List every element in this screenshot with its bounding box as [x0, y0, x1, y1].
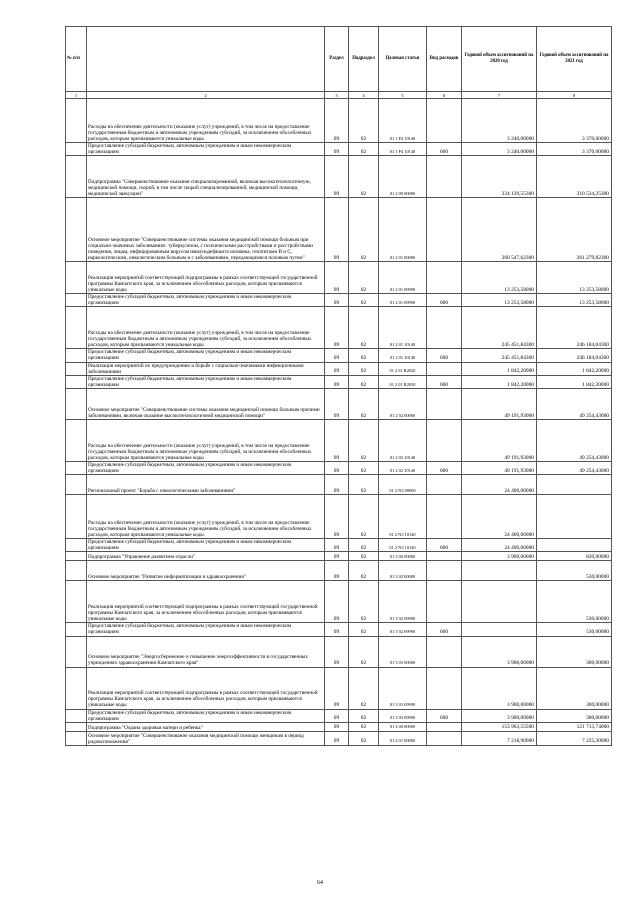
- col-number: 2: [87, 92, 325, 99]
- row-2020-cell: 13 253,58000: [462, 294, 537, 307]
- row-2020-cell: 245 451,84300: [462, 349, 537, 362]
- row-2021-cell: 246 184,04300: [537, 307, 612, 349]
- row-2021-cell: 49 254,43000: [537, 419, 612, 461]
- row-razdel-cell: 09: [325, 99, 349, 143]
- header-2020: Годовой объем ассигнований на 2020 год: [462, 27, 537, 92]
- table-row: [66, 143, 612, 156]
- row-2020-cell: 3 900,00000: [462, 636, 537, 667]
- row-2021-cell: 121 713,74000: [537, 722, 612, 731]
- row-2020-cell: [462, 581, 537, 623]
- table-row: [66, 722, 612, 731]
- table-row: [66, 198, 612, 262]
- row-2020-cell: 24 400,00000: [462, 475, 537, 495]
- row-expense-type-cell: [427, 362, 462, 375]
- row-2021-cell: 13 253,58000: [537, 262, 612, 294]
- row-expense-type-cell: [427, 262, 462, 294]
- row-razdel-cell: 09: [325, 552, 349, 561]
- row-podrazdel-cell: 02: [349, 262, 379, 294]
- row-name-cell: Реализация мероприятий по предупреждению и борьбе с социально-значимыми инфекционными заболеваниями: [87, 362, 325, 375]
- row-number-cell: [66, 419, 87, 461]
- row-expense-type-cell: 600: [427, 539, 462, 552]
- row-name-cell: Расходы на обеспечение деятельности (оказание услуг) учреждений, в том числе на предоставление государственным бюджетным и автономным учреждениям субсидий, за исключением обособленных расходов, которым присваиваются уникальные коды: [87, 99, 325, 143]
- row-razdel-cell: 09: [325, 307, 349, 349]
- row-name-cell: Реализация мероприятий соответствующей подпрограммы в рамках соответствующей государственной программы Камчатского края, за исключением обособленных расходов, которым присваиваются уникальные коды: [87, 581, 325, 623]
- row-razdel-cell: 09: [325, 495, 349, 539]
- header-name: [87, 27, 325, 92]
- row-razdel-cell: 09: [325, 722, 349, 731]
- row-target-article-cell: 01 2 N3 00000: [379, 475, 427, 495]
- table-row: [66, 307, 612, 349]
- row-podrazdel-cell: 02: [349, 552, 379, 561]
- row-razdel-cell: 09: [325, 731, 349, 745]
- row-number-cell: [66, 667, 87, 709]
- header-razdel: Раздел: [325, 27, 349, 92]
- row-2021-cell: 49 254,43000: [537, 461, 612, 474]
- row-target-article-cell: 01 1 Р4 10140: [379, 143, 427, 156]
- row-target-article-cell: 01 2 N3 10140: [379, 495, 427, 539]
- row-razdel-cell: 09: [325, 388, 349, 419]
- row-podrazdel-cell: 02: [349, 419, 379, 461]
- header-2021: Годовой объем ассигнований на 2021 год: [537, 27, 612, 92]
- table-row: [66, 294, 612, 307]
- row-expense-type-cell: [427, 581, 462, 623]
- row-name-cell: Предоставление субсидий бюджетным, автономным учреждениям и иным некоммерческим организациям: [87, 294, 325, 307]
- row-target-article-cell: 01 2 01 09990: [379, 294, 427, 307]
- row-expense-type-cell: [427, 636, 462, 667]
- row-2021-cell: 1 842,20000: [537, 375, 612, 388]
- table-row: [66, 156, 612, 198]
- row-target-article-cell: 01 3 03 09990: [379, 667, 427, 709]
- row-podrazdel-cell: 02: [349, 349, 379, 362]
- row-number-cell: [66, 552, 87, 561]
- row-expense-type-cell: [427, 99, 462, 143]
- row-podrazdel-cell: 02: [349, 294, 379, 307]
- row-razdel-cell: 09: [325, 581, 349, 623]
- header-expense-type: Вид расходов: [427, 27, 462, 92]
- row-number-cell: [66, 731, 87, 745]
- row-2021-cell: 246 184,04300: [537, 349, 612, 362]
- row-expense-type-cell: [427, 731, 462, 745]
- table-row: [66, 623, 612, 636]
- row-razdel-cell: 09: [325, 561, 349, 581]
- row-2021-cell: [537, 475, 612, 495]
- row-2021-cell: 3 370,00000: [537, 99, 612, 143]
- row-2020-cell: [462, 623, 537, 636]
- row-2020-cell: 49 191,93000: [462, 461, 537, 474]
- row-2020-cell: 260 547,62300: [462, 198, 537, 262]
- row-2021-cell: 3 370,00000: [537, 143, 612, 156]
- row-razdel-cell: 09: [325, 419, 349, 461]
- row-target-article-cell: 01 2 01 10140: [379, 307, 427, 349]
- col-number: 6: [427, 92, 462, 99]
- header-podrazdel: Подраздел: [349, 27, 379, 92]
- table-row: [66, 539, 612, 552]
- row-2020-cell: 153 963,55500: [462, 722, 537, 731]
- row-name-cell: Расходы на обеспечение деятельности (оказание услуг) учреждений, в том числе на предоставление государственным бюджетным и автономным учреждениям субсидий, за исключением обособленных расходов, которым присваиваются уникальные коды: [87, 495, 325, 539]
- table-row: [66, 388, 612, 419]
- row-expense-type-cell: [427, 475, 462, 495]
- row-2020-cell: 3 900,00000: [462, 552, 537, 561]
- row-number-cell: [66, 156, 87, 198]
- row-2021-cell: 530,00000: [537, 581, 612, 623]
- row-2020-cell: [462, 561, 537, 581]
- row-razdel-cell: 09: [325, 709, 349, 722]
- row-razdel-cell: 09: [325, 198, 349, 262]
- row-name-cell: Предоставление субсидий бюджетным, автономным учреждениям и иным некоммерческим организациям: [87, 461, 325, 474]
- row-razdel-cell: 09: [325, 294, 349, 307]
- row-2020-cell: 1 842,20000: [462, 362, 537, 375]
- row-number-cell: [66, 99, 87, 143]
- row-expense-type-cell: [427, 561, 462, 581]
- table-row: [66, 495, 612, 539]
- col-number: 8: [537, 92, 612, 99]
- row-name-cell: Региональный проект "Борьба с онкологическими заболеваниями": [87, 475, 325, 495]
- table-row: [66, 731, 612, 745]
- row-2021-cell: [537, 495, 612, 539]
- row-name-cell: Подпрограмма "Управление развитием отрасли": [87, 552, 325, 561]
- row-target-article-cell: 01 4 01 00000: [379, 731, 427, 745]
- row-number-cell: [66, 722, 87, 731]
- row-target-article-cell: 01 4 00 00000: [379, 722, 427, 731]
- row-razdel-cell: 09: [325, 475, 349, 495]
- table-row: [66, 667, 612, 709]
- row-2020-cell: 3 240,00000: [462, 143, 537, 156]
- row-name-cell: Предоставление субсидий бюджетным, автономным учреждениям и иным некоммерческим организациям: [87, 623, 325, 636]
- row-podrazdel-cell: 02: [349, 667, 379, 709]
- row-expense-type-cell: 600: [427, 623, 462, 636]
- row-target-article-cell: 01 3 03 00000: [379, 636, 427, 667]
- row-name-cell: Предоставление субсидий бюджетным, автономным учреждениям и иным некоммерческим организациям: [87, 349, 325, 362]
- budget-table: [65, 26, 612, 746]
- row-2020-cell: 49 191,93000: [462, 419, 537, 461]
- row-razdel-cell: 09: [325, 636, 349, 667]
- row-target-article-cell: 01 3 02 09990: [379, 623, 427, 636]
- row-expense-type-cell: [427, 419, 462, 461]
- row-number-cell: [66, 198, 87, 262]
- row-razdel-cell: 09: [325, 262, 349, 294]
- row-name-cell: Предоставление субсидий бюджетным, автономным учреждениям и иным некоммерческим организациям: [87, 143, 325, 156]
- row-razdel-cell: 09: [325, 667, 349, 709]
- col-number: 4: [349, 92, 379, 99]
- row-number-cell: [66, 461, 87, 474]
- row-2020-cell: 3 240,00000: [462, 99, 537, 143]
- row-2020-cell: 334 139,55300: [462, 156, 537, 198]
- row-target-article-cell: 01 3 02 00000: [379, 561, 427, 581]
- row-2021-cell: 300,00000: [537, 709, 612, 722]
- row-target-article-cell: 01 2 N3 10140: [379, 539, 427, 552]
- row-target-article-cell: 01 2 00 00000: [379, 156, 427, 198]
- row-razdel-cell: 09: [325, 623, 349, 636]
- row-expense-type-cell: 600: [427, 375, 462, 388]
- row-2020-cell: 3 900,00000: [462, 667, 537, 709]
- row-expense-type-cell: [427, 552, 462, 561]
- row-podrazdel-cell: 02: [349, 475, 379, 495]
- row-expense-type-cell: 600: [427, 294, 462, 307]
- row-expense-type-cell: [427, 388, 462, 419]
- col-number: 3: [325, 92, 349, 99]
- row-name-cell: Реализация мероприятий соответствующей подпрограммы в рамках соответствующей государственной программы Камчатского края, за исключением обособленных расходов, которым присваиваются уникальные коды: [87, 262, 325, 294]
- row-name-cell: Реализация мероприятий соответствующей подпрограммы в рамках соответствующей государственной программы Камчатского края, за исключением обособленных расходов, которым присваиваются уникальные коды: [87, 667, 325, 709]
- row-number-cell: [66, 475, 87, 495]
- row-target-article-cell: 01 3 02 09990: [379, 581, 427, 623]
- row-2021-cell: 530,00000: [537, 561, 612, 581]
- row-razdel-cell: 09: [325, 156, 349, 198]
- row-expense-type-cell: 600: [427, 709, 462, 722]
- col-number: 5: [379, 92, 427, 99]
- row-2021-cell: 830,00000: [537, 552, 612, 561]
- row-expense-type-cell: 600: [427, 349, 462, 362]
- row-number-cell: [66, 375, 87, 388]
- row-expense-type-cell: [427, 198, 462, 262]
- row-expense-type-cell: [427, 156, 462, 198]
- row-podrazdel-cell: 02: [349, 362, 379, 375]
- row-podrazdel-cell: 02: [349, 636, 379, 667]
- row-target-article-cell: 01 1 Р4 10140: [379, 99, 427, 143]
- row-target-article-cell: 01 2 01 R2020: [379, 362, 427, 375]
- row-expense-type-cell: [427, 307, 462, 349]
- row-podrazdel-cell: 02: [349, 623, 379, 636]
- row-name-cell: Основное мероприятие "Совершенствование системы оказания медицинской помощи больным при социально-значимых заболеваниях: туберкулезом, с психическими расстройствами и расстройствами поведения, лицам, инфицированным вирусом иммунодефицита человека, гепатитами В и С, наркологическим, онкологическим больным и с заболеваниями, передающимися половым путем": [87, 198, 325, 262]
- row-2020-cell: 3 900,00000: [462, 709, 537, 722]
- row-razdel-cell: 09: [325, 461, 349, 474]
- table-row: [66, 581, 612, 623]
- header-row: [66, 27, 612, 92]
- row-name-cell: Основное мероприятие "Совершенствование системы оказания медицинской помощи больным прочими заболеваниями, включая оказание высокотехнологичной медицинской помощи": [87, 388, 325, 419]
- page-number: 64: [317, 880, 323, 886]
- row-2021-cell: 300,00000: [537, 636, 612, 667]
- row-podrazdel-cell: 02: [349, 495, 379, 539]
- row-2020-cell: 24 400,00000: [462, 539, 537, 552]
- row-expense-type-cell: [427, 495, 462, 539]
- row-name-cell: Подпрограмма "Охрана здоровья матери и ребенка": [87, 722, 325, 731]
- row-name-cell: Основное мероприятие "Совершенствование оказания медицинской помощи женщинам в период родовспоможения": [87, 731, 325, 745]
- table-row: [66, 349, 612, 362]
- header-num: № п/п: [66, 27, 87, 92]
- table-row: [66, 99, 612, 143]
- row-expense-type-cell: 600: [427, 461, 462, 474]
- column-numbers-row: [66, 92, 612, 99]
- row-razdel-cell: 09: [325, 539, 349, 552]
- table-row: [66, 461, 612, 474]
- row-name-cell: Расходы на обеспечение деятельности (оказание услуг) учреждений, в том числе на предоставление государственным бюджетным и автономным учреждениям субсидий, за исключением обособленных расходов, которым присваиваются уникальные коды: [87, 419, 325, 461]
- row-2020-cell: 24 400,00000: [462, 495, 537, 539]
- row-2021-cell: 300,00000: [537, 667, 612, 709]
- row-razdel-cell: 09: [325, 143, 349, 156]
- row-podrazdel-cell: 02: [349, 375, 379, 388]
- row-name-cell: Подпрограмма "Совершенствование оказания специализированной, включая высокотехнологичную, медицинской помощи, скорой, в том числе скорой специализированной, медицинской помощи, медицинской эвакуации": [87, 156, 325, 198]
- table-row: [66, 552, 612, 561]
- row-number-cell: [66, 623, 87, 636]
- row-2020-cell: 49 191,93000: [462, 388, 537, 419]
- row-podrazdel-cell: 02: [349, 143, 379, 156]
- table-row: [66, 561, 612, 581]
- row-number-cell: [66, 362, 87, 375]
- row-2020-cell: 245 451,84300: [462, 307, 537, 349]
- row-name-cell: Основное мероприятие "Энергосбережение и повышение энергоэффективности в государственных учреждениях здравоохранения Камчатского края": [87, 636, 325, 667]
- row-2021-cell: 261 279,82300: [537, 198, 612, 262]
- row-target-article-cell: 01 2 02 00000: [379, 388, 427, 419]
- row-expense-type-cell: 600: [427, 143, 462, 156]
- row-number-cell: [66, 262, 87, 294]
- row-name-cell: Расходы на обеспечение деятельности (оказание услуг) учреждений, в том числе на предоставление государственным бюджетным и автономным учреждениям субсидий, за исключением обособленных расходов, которым присваиваются уникальные коды: [87, 307, 325, 349]
- row-podrazdel-cell: 02: [349, 581, 379, 623]
- row-number-cell: [66, 636, 87, 667]
- row-number-cell: [66, 349, 87, 362]
- row-2021-cell: 1 842,20000: [537, 362, 612, 375]
- row-target-article-cell: 01 2 01 10140: [379, 349, 427, 362]
- row-podrazdel-cell: 02: [349, 731, 379, 745]
- table-row: [66, 419, 612, 461]
- row-number-cell: [66, 581, 87, 623]
- row-target-article-cell: 01 2 02 10140: [379, 419, 427, 461]
- row-number-cell: [66, 307, 87, 349]
- row-podrazdel-cell: 02: [349, 307, 379, 349]
- row-name-cell: Предоставление субсидий бюджетным, автономным учреждениям и иным некоммерческим организациям: [87, 375, 325, 388]
- row-podrazdel-cell: 02: [349, 156, 379, 198]
- row-razdel-cell: 09: [325, 349, 349, 362]
- row-number-cell: [66, 495, 87, 539]
- row-podrazdel-cell: 02: [349, 388, 379, 419]
- row-podrazdel-cell: 02: [349, 722, 379, 731]
- row-number-cell: [66, 561, 87, 581]
- table-row: [66, 362, 612, 375]
- col-number: 1: [66, 92, 87, 99]
- col-number: 7: [462, 92, 537, 99]
- header-target-article: Целевая статья: [379, 27, 427, 92]
- table-body: [66, 99, 612, 746]
- row-podrazdel-cell: 02: [349, 539, 379, 552]
- row-podrazdel-cell: 02: [349, 99, 379, 143]
- row-number-cell: [66, 388, 87, 419]
- row-2020-cell: 1 842,20000: [462, 375, 537, 388]
- row-number-cell: [66, 143, 87, 156]
- row-2021-cell: 310 534,25300: [537, 156, 612, 198]
- row-2021-cell: 49 254,43000: [537, 388, 612, 419]
- row-expense-type-cell: [427, 722, 462, 731]
- row-podrazdel-cell: 02: [349, 461, 379, 474]
- row-name-cell: Предоставление субсидий бюджетным, автономным учреждениям и иным некоммерческим организациям: [87, 539, 325, 552]
- row-razdel-cell: 09: [325, 375, 349, 388]
- budget-table-page: [65, 26, 611, 746]
- row-target-article-cell: 01 3 00 00000: [379, 552, 427, 561]
- row-podrazdel-cell: 02: [349, 561, 379, 581]
- row-target-article-cell: 01 2 01 00000: [379, 198, 427, 262]
- row-name-cell: Предоставление субсидий бюджетным, автономным учреждениям и иным некоммерческим организациям: [87, 709, 325, 722]
- row-number-cell: [66, 709, 87, 722]
- row-2021-cell: 13 253,58000: [537, 294, 612, 307]
- table-row: [66, 262, 612, 294]
- row-2020-cell: 7 218,90000: [462, 731, 537, 745]
- row-2021-cell: [537, 539, 612, 552]
- row-2020-cell: 13 253,58000: [462, 262, 537, 294]
- row-number-cell: [66, 294, 87, 307]
- row-expense-type-cell: [427, 667, 462, 709]
- row-target-article-cell: 01 3 03 09990: [379, 709, 427, 722]
- row-podrazdel-cell: 02: [349, 709, 379, 722]
- row-target-article-cell: 01 2 02 10140: [379, 461, 427, 474]
- row-2021-cell: 7 225,30000: [537, 731, 612, 745]
- row-razdel-cell: 09: [325, 362, 349, 375]
- table-row: [66, 375, 612, 388]
- row-2021-cell: 530,00000: [537, 623, 612, 636]
- table-row: [66, 636, 612, 667]
- row-target-article-cell: 01 2 01 R2020: [379, 375, 427, 388]
- table-row: [66, 475, 612, 495]
- row-name-cell: Основное мероприятие "Развитие информатизации в здравоохранении": [87, 561, 325, 581]
- row-target-article-cell: 01 2 01 09990: [379, 262, 427, 294]
- table-row: [66, 709, 612, 722]
- row-podrazdel-cell: 02: [349, 198, 379, 262]
- row-number-cell: [66, 539, 87, 552]
